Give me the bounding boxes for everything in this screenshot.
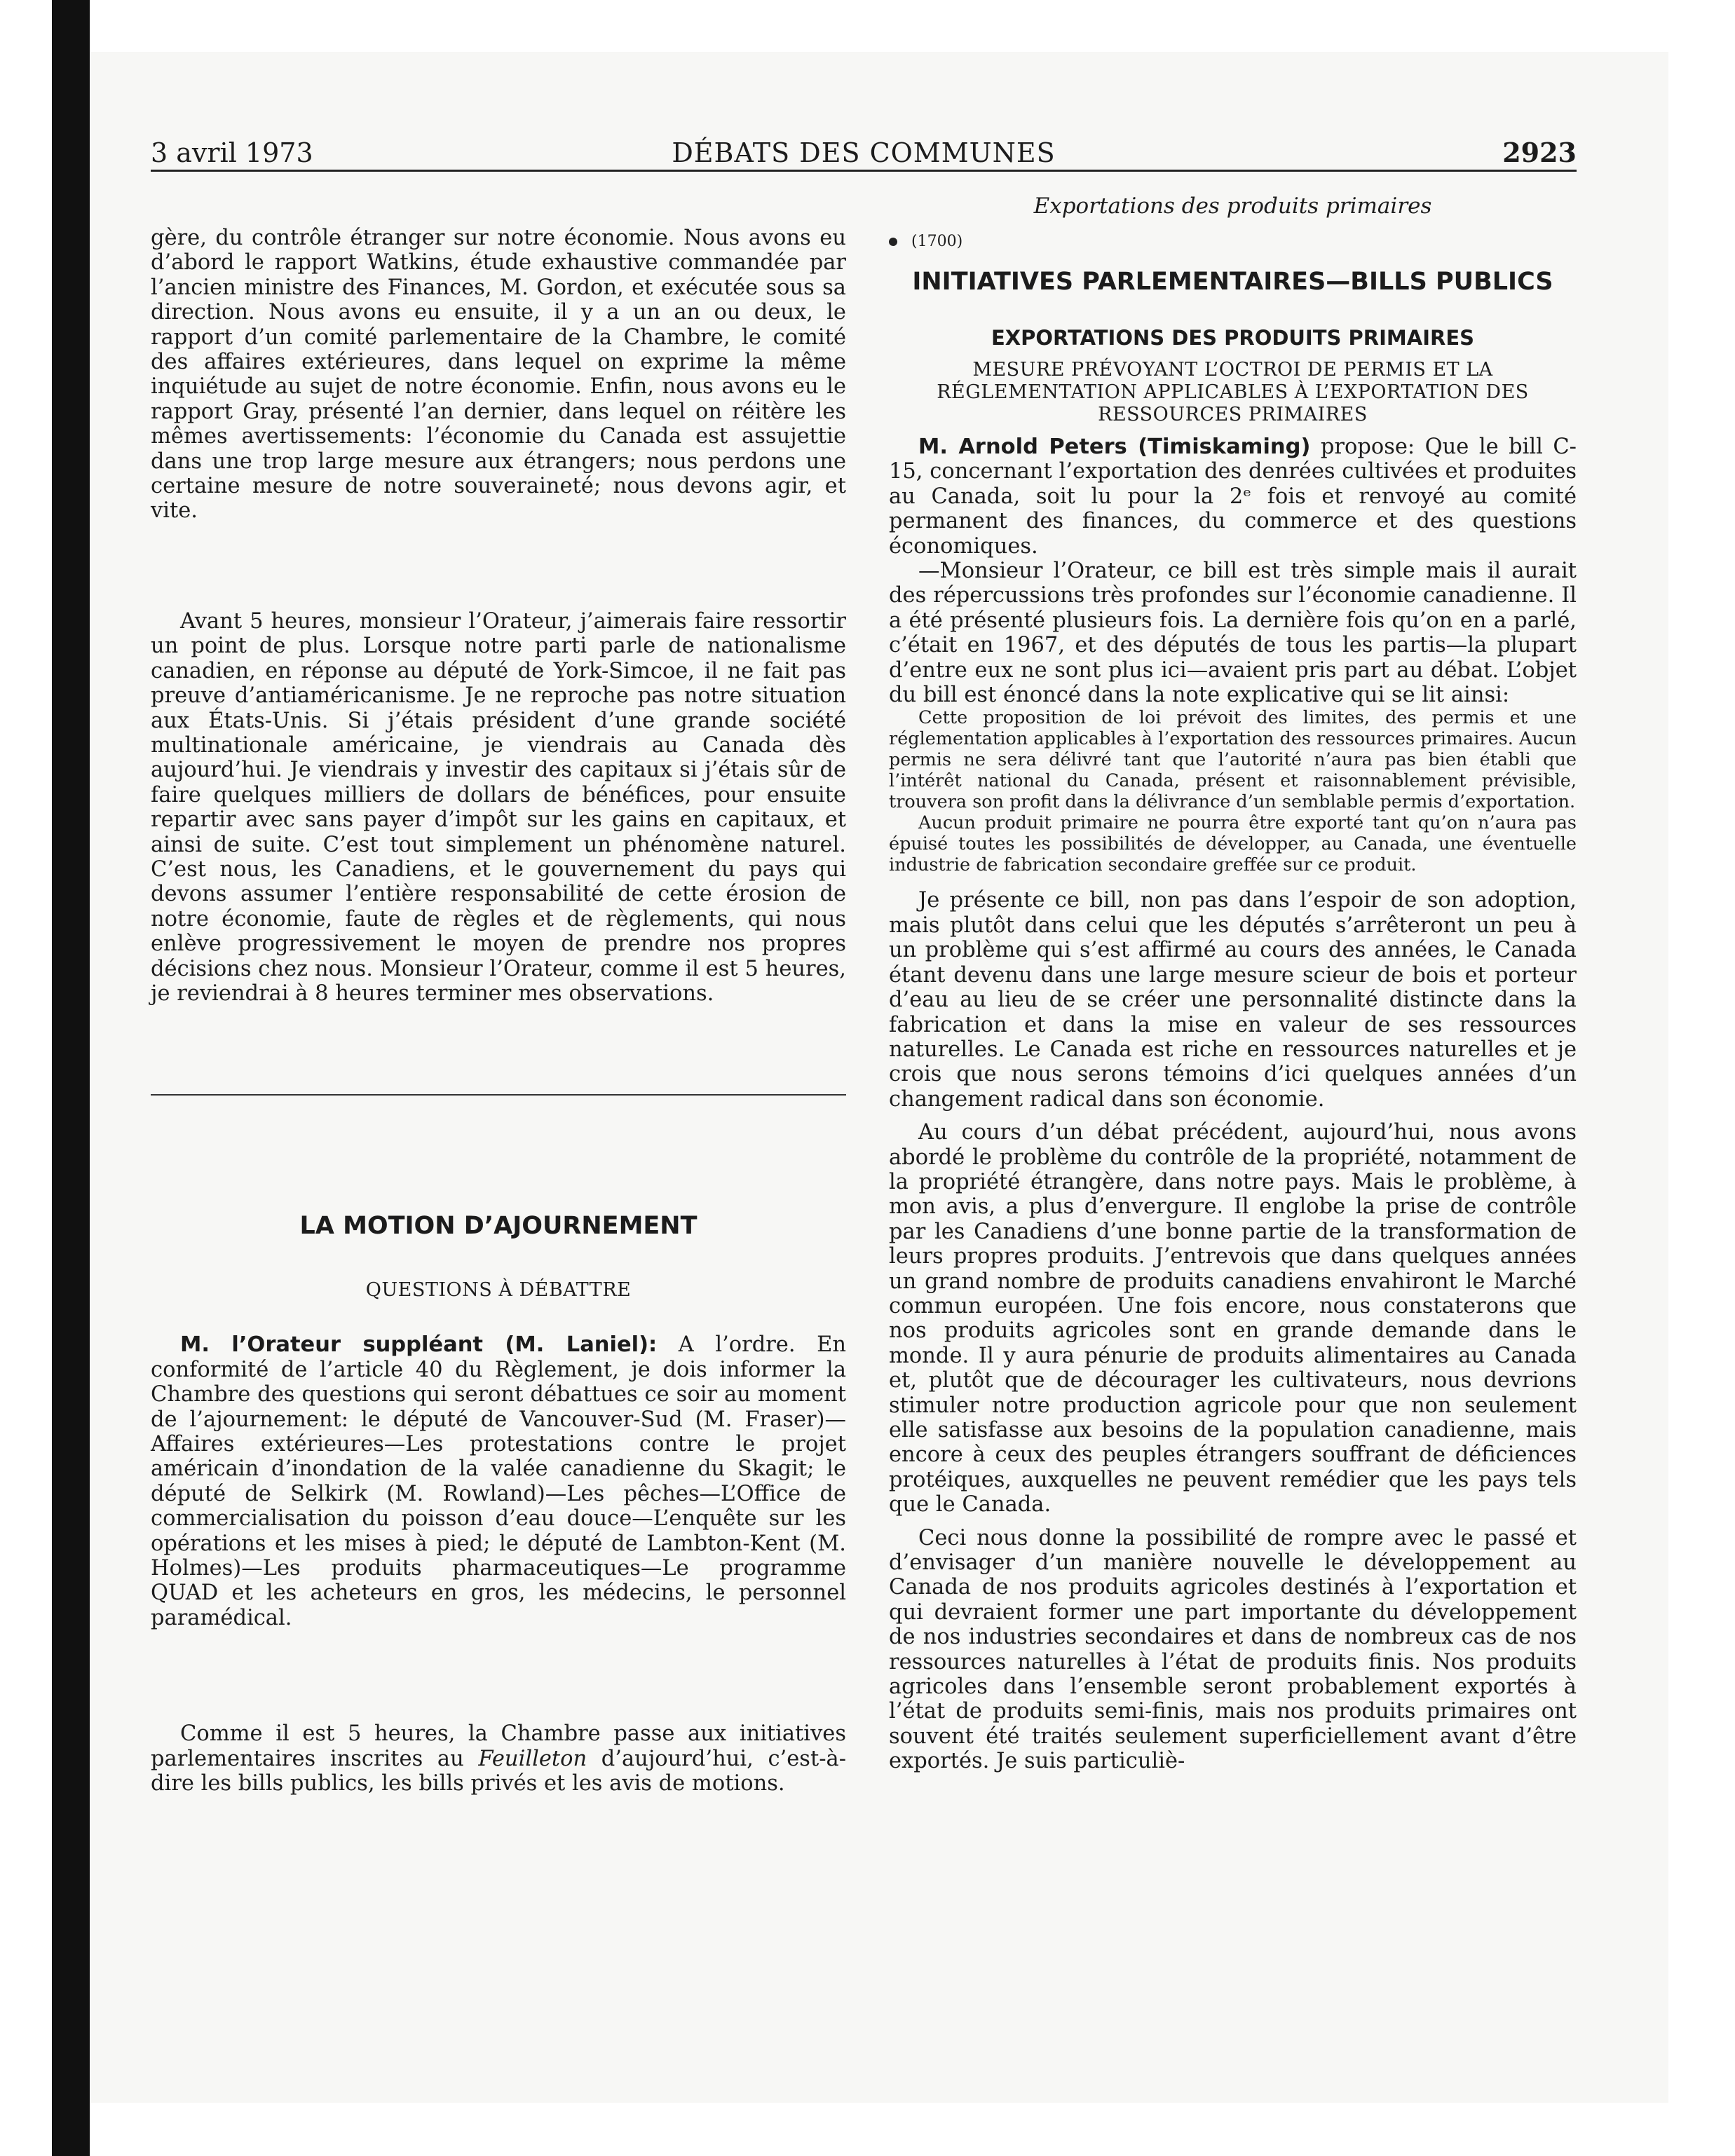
speech-text: A l’ordre. En conformité de l’article 40 du Règlement, je dois informer la Chambre des questions qui seront débattues ce soir au moment de l’ajournement: le député de Vancouver-Sud (M. Fraser)—Affaires extérieures—Les protestations contre le projet américain d’inondation de la valée canadienne du Skagit; le député de Selkirk (M. Rowland)—Les pêches—L’Office de commercialisation du poisson d’eau douce—L’enquête sur les opérations et les mises à pied; le député de Lambton-Kent (M. Holmes)—Les produits pharmaceutiques—Le programme QUAD et les acheteurs en gros, les médecins, le personnel paramédical.	[151, 1332, 846, 1630]
header-date: 3 avril 1973	[151, 137, 313, 168]
bullet-dot-icon	[889, 238, 897, 246]
paragraph: Au cours d’un débat précédent, aujourd’hui, nous avons abordé le problème du contrôle de la propriété, notamment de la propriété étrangère, dans notre pays. Mais le problème, à mon avis, a plus d’envergure. Il englobe la prise de contrôle par les Canadiens d’une bonne partie de la transformation de leurs propres produits. J’entrevois que dans quelques années un grand nombre de produits canadiens envahiront le Marché commun européen. Une fois encore, nous constaterons que nos produits agricoles sont en grande demande dans le monde. Il y aura pénurie de produits alimentaires au Canada et, plutôt que de décourager les cultivateurs, nous devrions stimuler notre production agricole pour que non seulement elle satisfasse aux besoins de la population canadienne, mais encore à ceux des peuples étrangers souffrant de déficiences protéiques, auxquelles ne peuvent remédier que les pays tels que le Canada.	[889, 1120, 1577, 1517]
timestamp	[889, 231, 1577, 252]
running-head: Exportations des produits primaires	[1033, 193, 1432, 219]
paragraph	[151, 1332, 846, 1630]
section-title: LA MOTION D’AJOURNEMENT	[299, 1212, 698, 1241]
timestamp-text: (1700)	[911, 233, 963, 250]
bill-description: MESURE PRÉVOYANT L’OCTROI DE PERMIS ET LA RÉGLEMENTATION APPLICABLES À L’EXPORTATION DES RESSOURCES PRIMAIRES	[937, 359, 1529, 425]
speaker-name: M. l’Orateur suppléant (M. Laniel):	[180, 1332, 658, 1358]
page-header	[151, 137, 1577, 172]
scan-edge	[52, 0, 90, 2156]
paragraph	[889, 435, 1577, 559]
section-title: INITIATIVES PARLEMENTAIRES—BILLS PUBLICS	[912, 268, 1553, 296]
quoted-note: Cette proposition de loi prévoit des limites, des permis et une réglementation applicables à l’exportation des ressources primaires. Aucun permis ne sera délivré tant que l’autorité n’aura pas bien établi que l’intérêt national du Canada, présent et raisonnablement prévisible, trouvera son profit dans la délivrance d’un semblable permis d’exportation.	[889, 707, 1577, 813]
speaker-name: M. Arnold Peters (Timiskaming)	[918, 435, 1311, 459]
header-title: DÉBATS DES COMMUNES	[672, 137, 1056, 168]
italic-term: Feuilleton	[478, 1746, 587, 1771]
header-page-number: 2923	[1502, 137, 1577, 168]
right-column	[889, 193, 1577, 1774]
section-subtitle: EXPORTATIONS DES PRODUITS PRIMAIRES	[991, 326, 1475, 350]
text-run: d’aujourd’hui, c’est-à-dire les bills publics, les bills privés et les avis de motions.	[151, 1746, 846, 1796]
speech-text: propose: Que le bill C-15, concernant l’exportation des denrées cultivées et produites au Canada, soit lu pour la 2ᵉ fois et renvoyé au comité permanent des finances, du commerce et des questions économiques.	[889, 435, 1577, 559]
paragraph: Ceci nous donne la possibilité de rompre avec le passé et d’envisager d’un manière nouvelle le développement au Canada de nos produits agricoles destinés à l’exportation et qui devraient former une part importante du développement de nos industries secondaires et dans de nombreux cas de nos ressources naturelles à l’état de produits finis. Nos produits agricoles dans l’ensemble seront probablement exportés à l’état de produits semi-finis, mais nos produits primaires ont souvent été traités seulement superficiellement avant d’être exportés. Je suis particuliè-	[889, 1525, 1577, 1774]
paragraph: gère, du contrôle étranger sur notre économie. Nous avons eu d’abord le rapport Watkins, étude exhaustive commandée par l’ancien ministre des Finances, M. Gordon, et exécutée sous sa direction. Nous avons eu ensuite, il y a un an ou deux, le rapport d’un comité parlementaire de la Chambre, le comité des affaires extérieures, dans lequel on exprime la même inquiétude au sujet de notre économie. Enfin, nous avons eu le rapport Gray, présenté l’an dernier, dans lequel on réitère les mêmes avertissements: l’économie du Canada est assujettie dans une trop large mesure aux étrangers; nous perdons une certaine mesure de notre souveraineté; nous devons agir, et vite.	[151, 226, 846, 524]
section-subtitle: QUESTIONS À DÉBATTRE	[365, 1279, 632, 1302]
paragraph	[151, 1721, 846, 1796]
text-run: Comme il est 5 heures, la Chambre passe aux initiatives parlementaires inscrites au	[151, 1721, 846, 1771]
quoted-note: Aucun produit primaire ne pourra être exporté tant qu’on n’aura pas épuisé toutes les possibilités de développer, au Canada, une éventuelle industrie de fabrication secondaire greffée sur ce produit.	[889, 812, 1577, 876]
paragraph: —Monsieur l’Orateur, ce bill est très simple mais il aurait des répercussions très profondes sur l’économie canadienne. Il a été présenté plusieurs fois. La dernière fois qu’on en a parlé, c’était en 1967, et des députés de tous les partis—la plupart d’entre eux ne sont plus ici—avaient pris part au débat. L’objet du bill est énoncé dans la note explicative qui se lit ainsi:	[889, 559, 1577, 708]
paragraph: Avant 5 heures, monsieur l’Orateur, j’aimerais faire ressortir un point de plus. Lorsque notre parti parle de nationalisme canadien, en réponse au député de York-Simcoe, il ne fait pas preuve d’antiaméricanisme. Je ne reproche pas notre situation aux États-Unis. Si j’étais président d’une grande société multinationale américaine, je viendrais au Canada dès aujourd’hui. Je viendrais y investir des capitaux si j’étais sûr de faire quelques milliers de dollars de bénéfices, pour ensuite repartir avec sans payer d’impôt sur les gains en capitaux, et ainsi de suite. C’est tout simplement un phénomène naturel. C’est nous, les Canadiens, et le gouvernement du pays qui devons assumer l’entière responsabilité de cette érosion de notre économie, faute de règles et de règlements, qui nous enlève progressivement le moyen de prendre nos propres décisions chez nous. Monsieur l’Orateur, comme il est 5 heures, je reviendrai à 8 heures terminer mes observations.	[151, 608, 846, 1006]
paragraph: Je présente ce bill, non pas dans l’espoir de son adoption, mais plutôt dans celui que les députés s’arrêteront un peu à un problème qui s’est affirmé au cours des années, le Canada étant devenu dans une large mesure scieur de bois et porteur d’eau au lieu de se créer une personnalité distincte dans la fabrication et dans la mise en valeur de ses ressources naturelles. Le Canada est riche en ressources naturelles et je crois que nous serons témoins d’ici quelques années d’un changement radical dans son économie.	[889, 888, 1577, 1112]
left-column	[151, 226, 846, 1796]
